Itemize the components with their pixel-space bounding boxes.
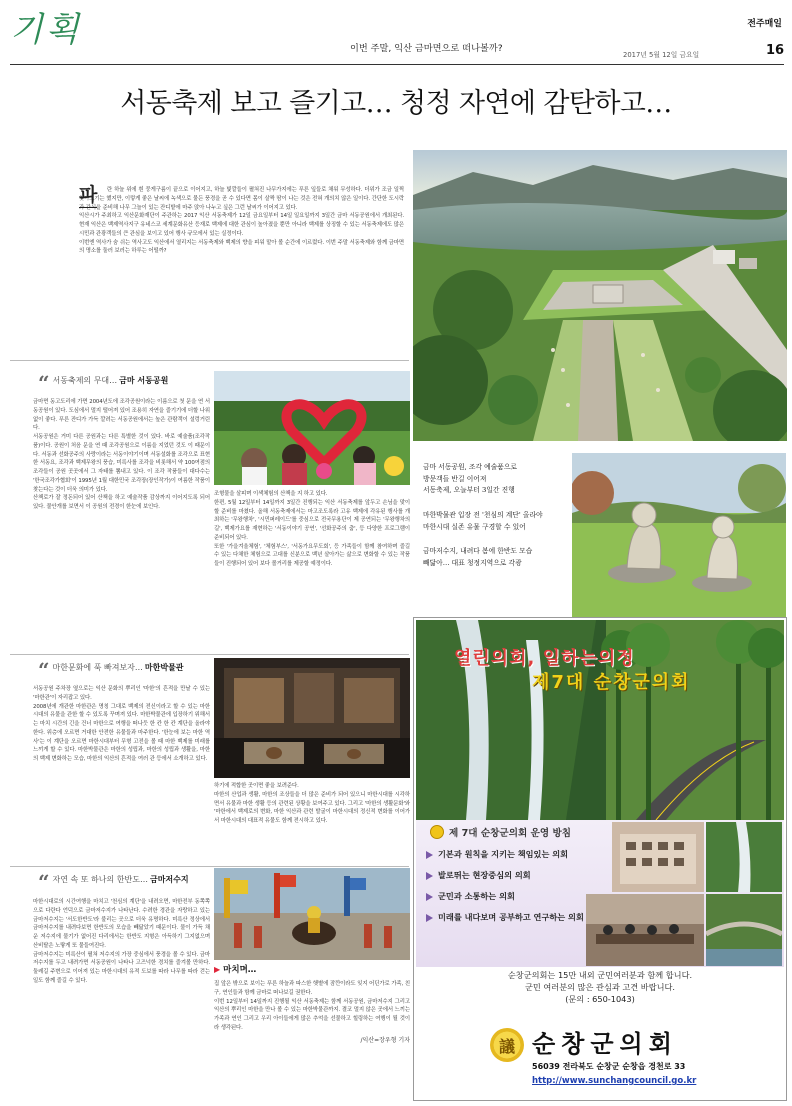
triangle-icon bbox=[426, 914, 433, 922]
ad-message-line: 순창군의회는 15만 내외 군민여러분과 함께 합니다. bbox=[507, 970, 693, 980]
quote-mark-icon: “ bbox=[38, 371, 50, 395]
ad-message bbox=[414, 970, 786, 1006]
policy-item: 발로뛰는 현장중심의 의회 bbox=[426, 865, 626, 886]
photo-caption bbox=[423, 462, 573, 570]
section2-right-column bbox=[214, 782, 410, 826]
intro-block bbox=[79, 186, 404, 256]
section-title-bold: 금마저수지 bbox=[149, 874, 189, 884]
quote-mark-icon: “ bbox=[38, 870, 50, 894]
closing-text: 집 앞은 밖으로 보이는 푸른 하늘과 따스한 햇볕에 잠깐이라도 잊지 어딘가로 가족, 친구, 연인들과 함께 금마로 떠나보길 권한다. 이번 12일부터 14일까지 진행될 익산 서동축제는 함께 서동공원, 금마저수지 그리고 익산의 뿌리인 마한을 만나 볼 수 있는 마한박물관까지. 결코 멀지 않은 곳에서 느끼는 가족과 연인 그리고 우리 아이들에게 많은 추억을 선물하고 힐링하는 여행이 될 것이라 생각된다. bbox=[214, 981, 410, 1031]
dropcap: 파 bbox=[79, 184, 98, 206]
section-divider bbox=[10, 654, 409, 655]
council-name: 순창군의회 bbox=[532, 1030, 678, 1058]
section-title-geumma-reservoir bbox=[38, 870, 189, 894]
section-title-light: 자연 속 또 하나의 한반도… bbox=[52, 874, 148, 884]
council-address: 56039 전라북도 순창군 순창읍 경천로 33 bbox=[532, 1062, 686, 1071]
intro-paragraph-3: 이번엔 역사가 숨 쉬는 역사고도 익산에서 열리지는 서동축제와 백제의 향을 피워 맡아 볼 순간에 이르렀다. 이번 주말 서동축제와 함께 금마면의 명소를 둘러 보러는 하루는 어떨까? bbox=[79, 239, 404, 255]
council-meeting-photo bbox=[586, 894, 704, 966]
waterfall-photo bbox=[706, 822, 782, 892]
caption-line: 금마 서동공원, 조각 예술품으로 bbox=[423, 463, 517, 471]
section1-right-column bbox=[214, 490, 410, 569]
section2-left-column bbox=[33, 685, 210, 764]
council-website-link[interactable]: http://www.sunchangcouncil.go.kr bbox=[532, 1076, 697, 1086]
policy-item: 미래를 내다보며 공부하고 연구하는 의회 bbox=[426, 907, 626, 928]
caption-line: 서동축제, 오늘부터 3일간 진행 bbox=[423, 486, 515, 495]
triangle-icon: ▶ bbox=[214, 964, 221, 974]
policy-item: 기본과 원칙을 지키는 책임있는 의회 bbox=[426, 844, 626, 865]
section-title-mahan-museum bbox=[38, 658, 184, 682]
headline: 서동축제 보고 즐기고… 청정 자연에 감탄하고… bbox=[120, 88, 672, 119]
ad-banner-line-2: 제7대 순창군의회 bbox=[532, 672, 691, 693]
caption-line: 방문객들 반길 이어져 bbox=[423, 474, 487, 483]
ad-message-line: 군민 여러분의 많은 관심과 고견 바랍니다. bbox=[524, 981, 676, 992]
section1-left-column bbox=[33, 398, 210, 512]
section-divider bbox=[10, 866, 409, 867]
ad-banner-line-1: 열린의회, 일하는의정 bbox=[454, 648, 635, 669]
policy-title: 제 7대 순창군의회 운영 방침 bbox=[430, 825, 571, 839]
caption-line: 마한박물관 입장 전 '천심의 계단' 올라야 bbox=[423, 511, 543, 520]
section-title-bold: 마한박물관 bbox=[144, 662, 184, 672]
intro-paragraph-2: 익산시가 주최하고 익산문화재단이 주관하는 2017 익산 서동축제가 12일 금요일부터 14일 일요일까지 3일간 금마 서동공원에서 개최된다. 현재 익산은 백제역사지구 유네스코 세계문화유산 등재로 백제에 대한 관심이 높아졌을 뿐만 아니라 백제를 상징할 수 있는 서동축제에도 많은 시민과 관광객들의 큰 관심을 보이고 있어 행사 규모에서 있는 실정이다. bbox=[79, 213, 404, 237]
bridge-photo bbox=[706, 894, 782, 966]
council-building-photo bbox=[612, 822, 704, 892]
sculpture-photo bbox=[572, 453, 786, 619]
paper-name: 전주매일 bbox=[747, 19, 782, 29]
page-number: 16 bbox=[766, 43, 785, 58]
ad-phone: (문의 : 650-1043) bbox=[565, 993, 635, 1004]
council-advertisement bbox=[413, 617, 787, 1101]
quote-mark-icon: “ bbox=[38, 658, 50, 682]
section-title-seodong-park bbox=[38, 371, 169, 395]
section-title-bold: 금마 서동공원 bbox=[119, 375, 169, 385]
section3-text: 마한시대로의 시간여행을 마치고 '천심의 계단'을 내려오면, 마한전부 동쪽쪽으로 다란다 언덕으로 금마저수지가 나타난다. 수려한 경관을 자랑하고 있는 금마저수지는 '서도한반도'라 불리는 곳으로 더욱 유명하다. 미륵산 정상에서 금마저수지를 내려다보면 한반도의 모습을 빼닮았기 때문이다. 물이 가득 채운 저수지에 물기가 없어진 다리에서는 한반도 지형은 아득하기 그지없으며 산비탈은 노랗게 또 물들여진다. 금마저수지는 미륵산이 펼쳐 저수지의 가장 중심에서 풍경을 볼 수 있다. 금마저수지를 두고 내려가면 서동공원이 나타나 고즈넉한 경치를 즐겨볼 만하다. 둘레길 주변으로 이어져 있는 마한시대의 유적 도보를 따라 나무를 따라 걷는 일도 함께 즐길 수 있다. bbox=[33, 899, 210, 984]
section1-text: 금마면 동고도리에 가면 2004년도에 조각공원이라는 이름으로 첫 문을 연 서동공원이 있다. 도심에서 멀지 떨어져 있어 조용히 자연을 즐기기에 더할 나위 없이 좋다. 푸른 잔디가 가득 깔려는 서동공원에서는 높은 관람객이 설렁거린다. 서동공원은 거미 다른 공원과는 다른 특별한 것이 있다. 바로 예술품(조각작품)이다. 공원이 처음 문을 연 때 조각공원으로 이름을 지었던 것도 이 때문이다. 서동과 선화공주의 사랑이라는 서동이야기이며 서동설화를 조각으로 표현한 서동요, 조각과 백제무왕의 풍습, 미륵사를 조각을 비롯해서 약 100여점의 조각들이 공원 곳곳에서 그 자태를 뽐내고 있다. 이 조각 작품들이 대다수는 '한국조각가협회'이 1995년 1월 대한민국 조각장(장인작가)이 여름한 작품이 찾는다는 것이 더욱 의미가 있다. 산책로가 잘 정돈되어 있어 산책을 하고 예술작품 감상까지 이어지도록 되어 있다. 물안개를 보면서 이 공원의 전경이 한눈에 보인다. bbox=[33, 399, 210, 510]
caption-line: 금마저수지, 내려다 봄에 한반도 모습 bbox=[423, 547, 533, 556]
council-seal-icon: 議 bbox=[490, 1028, 524, 1062]
header-subtitle: 이번 주말, 익산 금마면으로 떠나볼까? bbox=[350, 43, 503, 54]
section-label: 기획 bbox=[10, 10, 82, 50]
reporter-credit: /익산=장우형 기자 bbox=[360, 1036, 410, 1044]
section2-text: 서동공원 주차장 옆으로는 익산 문화의 뿌리인 '마한'의 흔적을 만날 수 있는 '마한관'이 자리잡고 있다. 2008년에 개관한 마한관은 명칭 그대로 백제의 전신이라고 할 수 있는 마한시대의 유물을 관한 할 수 있도록 꾸며져 있다. 마한박물관에 입장하기 위해서는 마치 시간의 긴을 건너 마한으로 여행을 떠나듯 한 칸 한 칸 계단을 올라야 한다. 위층에 오르면 거대한 안전한 유물들과 마주한다. '한눈에 보는 마한 역사'는 이 계단을 오르면 마한시대부터 무형 고전을 볼 때 마한 백제를 미래를 느끼게 할 수 있다. 마한박물관은 마한의 성립과, 마한의 성립과 생활을, 마한의 백제 변화하는 모습, 마한의 익산의 흔적을 여러 관 등에서 소개하고 있다. bbox=[33, 686, 210, 762]
policy-panel bbox=[416, 820, 784, 967]
closing-title: ▶ 마치며… bbox=[214, 964, 257, 975]
section-divider bbox=[10, 360, 409, 361]
section2-text-continued: 하기에 적합한 곳이면 좋을 보려준다. 마한의 산업과 생활, 마한의 조상들을 더 많은 준비가 되어 있으니 마한시대를 시각하면서 유물과 마한 생활 등의 관련된 상황을 보여주고 있다. 그리고 '마한의 생활문화'와 '마한에서 백제로의 변화, 마한 익산과 관련 발굴이 마한시대의 정신적 변화를 이어가서 마한시대의 대표적 유물도 함께 전시하고 있다. bbox=[214, 783, 410, 824]
intro-paragraph-1: 란 하늘 위에 흰 뭉게구름이 끝으로 이어지고, 하늘 빛깔들이 펼쳐진 나무가지에는 푸른 잎들로 채워 무성하다. 더위가 조금 일찍 찾아오기는 했지만, 이렇게 좋은 날씨에 녹색으로 물든 풍경을 곧 수 있다면 몸이 살짝 땀이 나는 것은 전혀 개의치 않은 일이다. 간단한 도시락과 간식을 준비해 나무 그늘이 있는 잔디밭에 마주 앉아 나누고 싶은 그런 날씨가 이어지고 있다. bbox=[79, 187, 404, 211]
triangle-icon bbox=[426, 851, 433, 859]
council-badge-icon bbox=[430, 825, 444, 839]
museum-interior-photo bbox=[214, 658, 410, 778]
festival-heart-photo bbox=[214, 371, 410, 485]
closing-block bbox=[214, 963, 410, 1044]
aerial-park-photo bbox=[413, 150, 787, 441]
caption-line: 빼닮아… 대표 청정지역으로 각광 bbox=[423, 559, 522, 568]
section1-text-continued: 조형물을 살피며 이색체험의 산책을 지 하고 있다. 한편, 5월 12일부터 14일까지 3일간 진행되는 익산 서동축제를 앞두고 손님을 맞이할 준비를 마쳤다. 올해 서동축제에서는 마고조도록라 고유 백제에 각유된 행사를 개최하는 '무왕행차', '시민퍼레이드'를 중심으로 전국무용단이 제 공연되는 '무왕행차의 길', 백제가요를 재현하는 '서동이야기 공연', '선화공주의 춤', 등 다양한 프로그램이 준비되어 있다. 또한 '가을겨울체험', '체험부스', '서동가요무도회', 등 가족들이 함께 참여하며 즐길 수 있는 다채한 체험으로 고대를 신분으로 백년 살아가는 삶으로 변화할 수 있는 작품들이 진행되어 있어 보다 볼거리를 제공할 예정이다. bbox=[214, 491, 410, 567]
section3-left-column bbox=[33, 898, 210, 986]
caption-line: 마한시대 실존 유물 구경할 수 있어 bbox=[423, 522, 526, 531]
parade-photo bbox=[214, 868, 410, 960]
header-rule bbox=[10, 64, 784, 65]
policy-item: 군민과 소통하는 의회 bbox=[426, 886, 626, 907]
issue-date: 2017년 5월 12일 금요일 bbox=[623, 51, 700, 59]
section-title-light: 서동축제의 무대… bbox=[52, 375, 118, 385]
section-title-light: 마한문화에 푹 빠져보자… bbox=[52, 662, 143, 672]
triangle-icon bbox=[426, 893, 433, 901]
triangle-icon bbox=[426, 872, 433, 880]
